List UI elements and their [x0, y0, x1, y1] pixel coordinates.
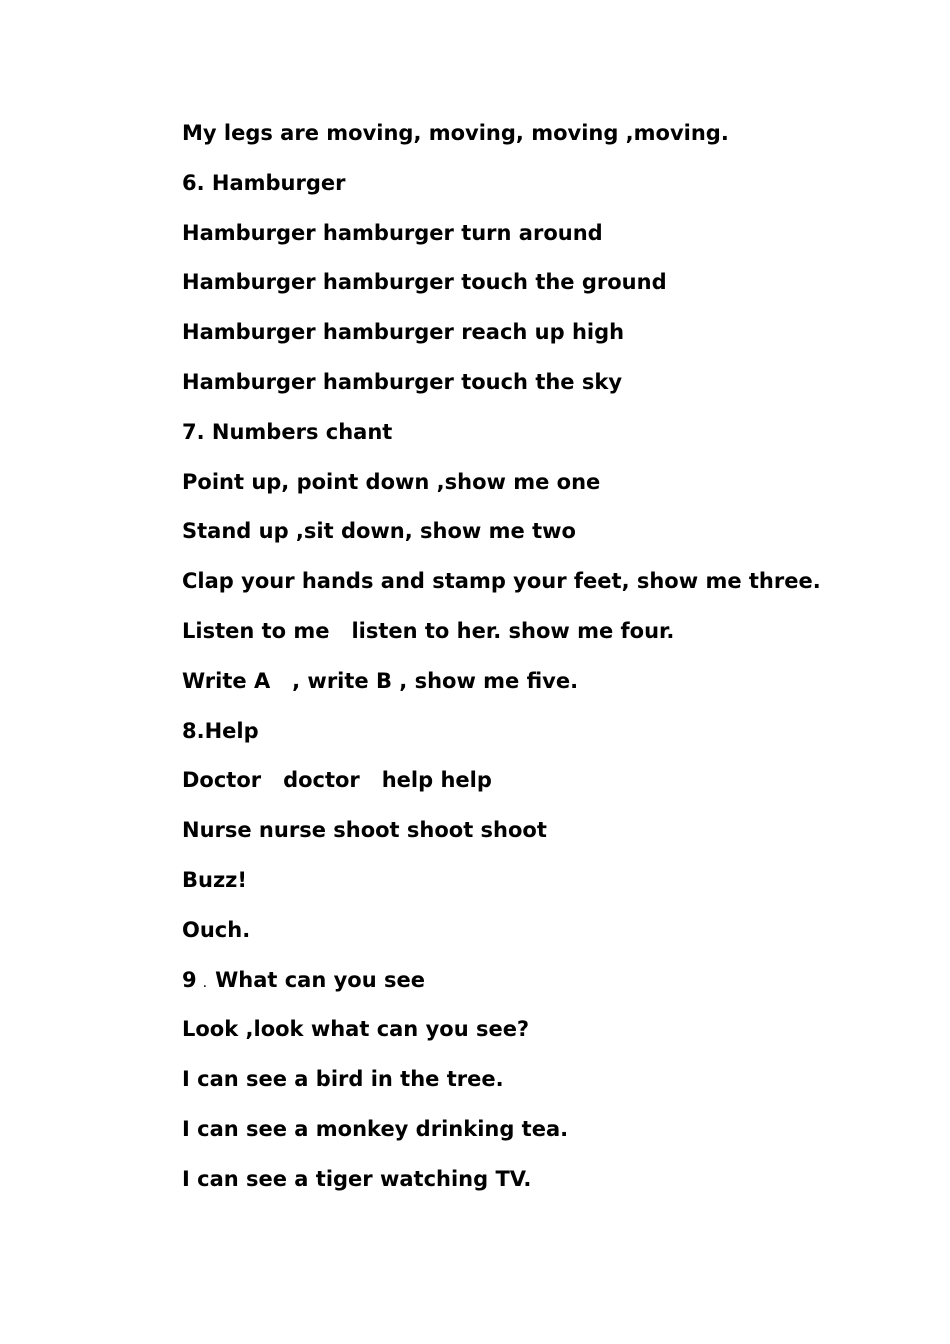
text-line: Listen to me listen to her. show me four.: [182, 618, 675, 643]
section-number: 9: [182, 967, 197, 992]
text-line: Ouch.: [182, 917, 251, 942]
text-line: Nurse nurse shoot shoot shoot: [182, 818, 547, 843]
text-line: Doctor doctor help help: [182, 768, 492, 793]
section-title: What can you see: [215, 967, 425, 992]
section-heading-hamburger: 6. Hamburger: [182, 170, 346, 195]
text-line: Hamburger hamburger touch the ground: [182, 270, 667, 295]
text-line: Buzz!: [182, 867, 247, 892]
text-line: My legs are moving, moving, moving ,moving.: [182, 121, 729, 145]
text-line: I can see a tiger watching TV.: [182, 1166, 532, 1191]
text-line: Point up, point down ,show me one: [182, 469, 601, 494]
text-line: Write A , write B , show me five.: [182, 668, 579, 693]
section-heading-help: 8.Help: [182, 718, 259, 743]
text-line: I can see a bird in the tree.: [182, 1067, 504, 1092]
chant-text: [182, 119, 902, 1215]
section-separator: .: [202, 974, 208, 991]
text-line: Look ,look what can you see?: [182, 1017, 530, 1042]
text-line: Clap your hands and stamp your feet, show me three.: [182, 569, 821, 594]
text-line: Hamburger hamburger reach up high: [182, 320, 625, 345]
section-heading-numbers-chant: 7. Numbers chant: [182, 419, 393, 444]
text-line: Hamburger hamburger touch the sky: [182, 369, 623, 394]
text-line: I can see a monkey drinking tea.: [182, 1116, 569, 1141]
text-line: Stand up ,sit down, show me two: [182, 519, 576, 544]
section-heading-what-can-you-see: [182, 966, 902, 1016]
text-line: Hamburger hamburger turn around: [182, 220, 603, 245]
